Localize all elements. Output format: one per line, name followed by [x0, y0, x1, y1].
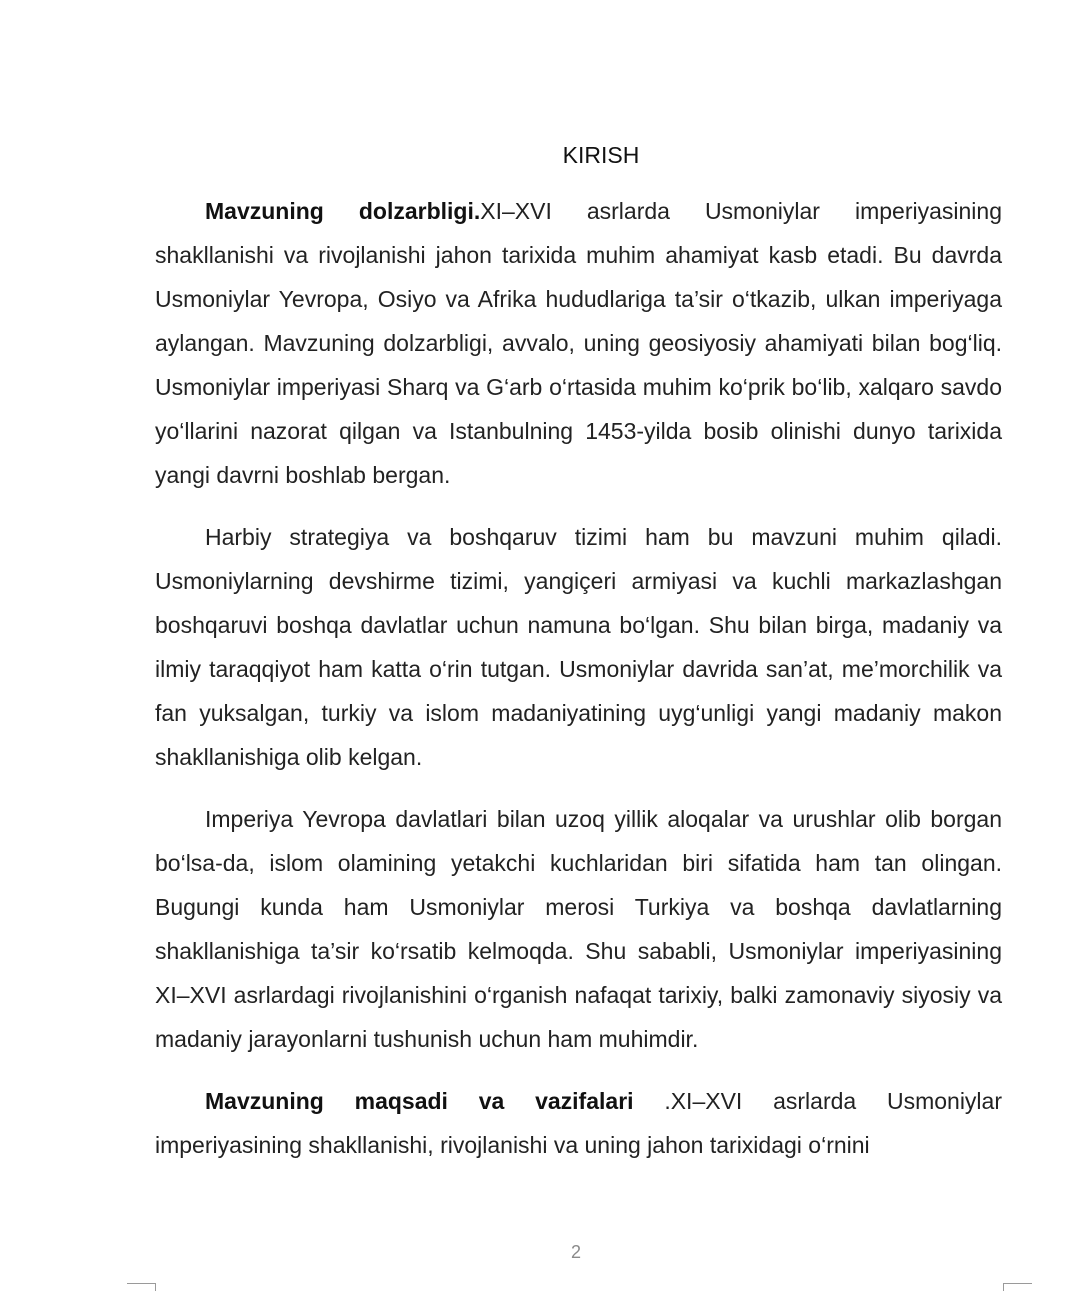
paragraph-lead: Mavzuning maqsadi va vazifalari	[205, 1088, 634, 1114]
page-number: 2	[570, 1242, 581, 1262]
paragraph-text: .XI–XVI asrlarda Usmoniylar imperiyasining shakllanishi, rivojlanishi va uning jahon tarixidagi o‘rnini	[155, 1088, 1002, 1158]
paragraph-text: Imperiya Yevropa davlatlari bilan uzoq yillik aloqalar va urushlar olib borgan bo‘lsa-da, islom olamining yetakchi kuchlaridan biri sifatida ham tan olingan. Bugungi kunda ham Usmoniylar merosi Turkiya va boshqa davlatlarning shakllanishiga ta’sir ko‘rsatib kelmoqda. Shu sababli, Usmoniylar imperiyasining XI–XVI asrlardagi rivojlanishini o‘rganish nafaqat tarixiy, balki zamonaviy siyosiy va madaniy jarayonlarni tushunish uchun ham muhimdir.	[155, 806, 1002, 1052]
document-body	[155, 189, 1002, 1185]
paragraph-lead: Mavzuning dolzarbligi.	[205, 198, 481, 224]
paragraph-relevance	[155, 189, 1002, 497]
paragraph-goals-tasks	[155, 1079, 1002, 1167]
paragraph-text: XI–XVI asrlarda Usmoniylar imperiyasining shakllanishi va rivojlanishi jahon tarixida muhim ahamiyat kasb etadi. Bu davrda Usmoniylar Yevropa, Osiyo va Afrika hududlariga ta’sir o‘tkazib, ulkan imperiyaga aylangan. Mavzuning dolzarbligi, avvalo, uning geosiyosiy ahamiyati bilan bog‘liq. Usmoniylar imperiyasi Sharq va G‘arb o‘rtasida muhim ko‘prik bo‘lib, xalqaro savdo yo‘llarini nazorat qilgan va Istanbulning 1453-yilda bosib olinishi dunyo tarixida yangi davrni boshlab bergan.	[155, 198, 1002, 488]
paragraph-european-relations	[155, 797, 1002, 1061]
section-heading: KIRISH	[562, 142, 640, 168]
paragraph-military-strategy	[155, 515, 1002, 779]
paragraph-text: Harbiy strategiya va boshqaruv tizimi ham bu mavzuni muhim qiladi. Usmoniylarning devshirme tizimi, yangiçeri armiyasi va kuchli markazlashgan boshqaruvi boshqa davlatlar uchun namuna bo‘lgan. Shu bilan birga, madaniy va ilmiy taraqqiyot ham katta o‘rin tutgan. Usmoniylar davrida san’at, me’morchilik va fan yuksalgan, turkiy va islom madaniyatining uyg‘unligi yangi madaniy makon shakllanishiga olib kelgan.	[155, 524, 1002, 770]
